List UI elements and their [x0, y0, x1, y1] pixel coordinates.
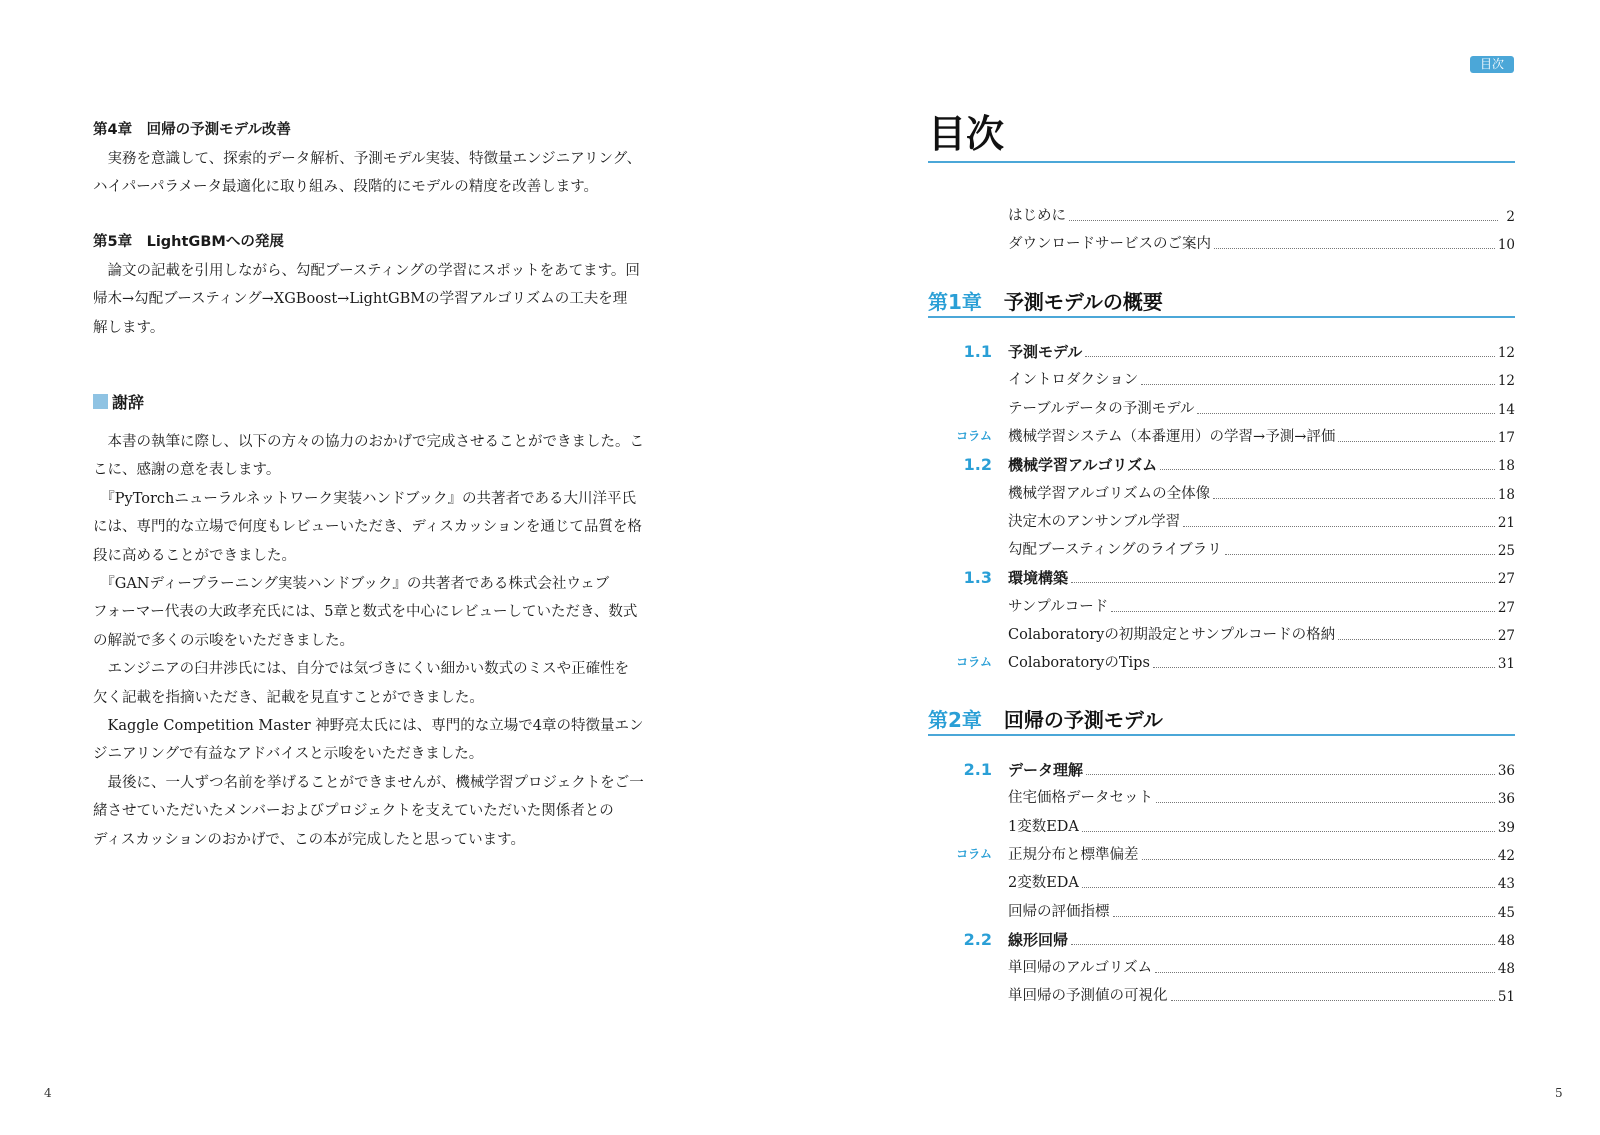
page-number-left: 4 [44, 1086, 52, 1100]
toc-page-number: 18 [1497, 486, 1515, 503]
toc-entry-label: 機械学習アルゴリズムの全体像 [1008, 485, 1211, 502]
toc-page-number: 42 [1497, 847, 1515, 864]
toc-section-entry[interactable] [928, 340, 1515, 362]
toc-entry-label: 環境構築 [1008, 569, 1069, 588]
toc-entry-content [1008, 206, 1515, 226]
toc-entry-label: 決定木のアンサンブル学習 [1008, 513, 1181, 530]
chapter5-title: 第5章 LightGBMへの発展 [93, 234, 284, 250]
toc-page-number: 31 [1497, 656, 1515, 673]
dot-leader [1160, 469, 1495, 470]
ack-line: Kaggle Competition Master 神野亮太氏には、専門的な立場で4章の特徴量エン [107, 718, 644, 735]
toc-entry-label: 機械学習システム（本番運用）の学習→予測→評価 [1008, 428, 1336, 445]
dot-leader [1086, 774, 1495, 775]
dot-leader [1082, 831, 1495, 832]
chapter4-line: 実務を意識して、探索的データ解析、予測モデル実装、特徴量エンジニアリング、 [107, 151, 642, 167]
toc-chapter-number: 第1章 [928, 290, 982, 314]
dot-leader [1338, 441, 1494, 442]
toc-section-number: 2.2 [963, 929, 992, 949]
toc-entry[interactable] [928, 595, 1515, 617]
toc-entry[interactable] [928, 482, 1515, 504]
toc-entry[interactable] [928, 786, 1515, 808]
chapter-rule [928, 734, 1515, 736]
toc-entry[interactable] [928, 232, 1515, 254]
toc-entry[interactable] [928, 956, 1515, 978]
toc-entry-content [1008, 568, 1515, 588]
toc-entry-content [1008, 653, 1515, 673]
acknowledgments-heading: 謝辞 [93, 390, 144, 413]
toc-chapter-title: 回帰の予測モデル [1003, 708, 1163, 732]
toc-entry-content [1008, 817, 1515, 837]
toc-entry-label: 予測モデル [1008, 343, 1083, 361]
dot-leader [1085, 356, 1495, 357]
toc-entry-label: 勾配ブースティングのライブラリ [1008, 542, 1222, 559]
toc-page-number: 36 [1497, 763, 1515, 779]
toc-entry-label: 正規分布と標準偏差 [1008, 846, 1139, 863]
toc-column-entry[interactable] [928, 425, 1515, 447]
toc-entry-content [1008, 930, 1515, 950]
ack-line: ディスカッションのおかげで、この本が完成したと思っています。 [93, 831, 525, 848]
ack-line: 最後に、一人ずつ名前を挙げることができませんが、機械学習プロジェクトをご一 [107, 774, 644, 791]
toc-entry-content [1008, 427, 1515, 447]
toc-section-number: 2.1 [963, 760, 992, 779]
dot-leader [1113, 916, 1495, 917]
ack-line: 段に高めることができました。 [93, 547, 296, 564]
toc-entry-content [1008, 597, 1515, 617]
toc-entry-content [1008, 512, 1515, 532]
toc-page-number: 14 [1497, 401, 1515, 418]
ack-line: の解説で多くの示唆をいただきました。 [93, 632, 354, 649]
ack-line: エンジニアの臼井渉氏には、自分では気づきにくい細かい数式のミスや正確性を [107, 661, 630, 678]
toc-page-number: 12 [1497, 373, 1515, 390]
toc-chapter-number: 第2章 [928, 708, 982, 732]
toc-entry-content [1008, 455, 1515, 475]
toc-entry-content [1008, 342, 1515, 362]
toc-page-number: 10 [1497, 237, 1515, 254]
toc-entry-label: テーブルデータの予測モデル [1008, 400, 1195, 417]
toc-entry-label: 住宅価格データセット [1008, 790, 1153, 807]
toc-entry-content [1008, 958, 1515, 978]
toc-tab-badge: 目次 [1470, 56, 1514, 73]
toc-entry-content [1008, 873, 1515, 893]
toc-column-entry[interactable] [928, 651, 1515, 673]
dot-leader [1183, 526, 1495, 527]
chapter4-summary [93, 118, 683, 202]
toc-entry-label: 機械学習アルゴリズム [1008, 456, 1158, 475]
toc-entry[interactable] [928, 815, 1515, 837]
toc-chapter-heading[interactable] [928, 704, 1515, 733]
toc-section-entry[interactable] [928, 928, 1515, 950]
toc-column-tag: コラム [956, 655, 992, 670]
chapter5-line: 論文の記載を引用しながら、勾配ブースティングの学習にスポットをあてます。回 [107, 263, 640, 279]
toc-column-tag: コラム [956, 428, 992, 443]
toc-entry-content [1008, 845, 1515, 865]
toc-entry-label: 単回帰の予測値の可視化 [1008, 988, 1168, 1005]
toc-page-number: 39 [1497, 819, 1515, 836]
toc-entry-content [1008, 902, 1515, 922]
title-rule [928, 161, 1515, 163]
toc-entry-label: ダウンロードサービスのご案内 [1008, 236, 1211, 253]
toc-section-entry[interactable] [928, 566, 1515, 588]
toc-page-number: 27 [1497, 628, 1515, 644]
toc-entry-label: ColaboratoryのTips [1008, 655, 1150, 672]
acknowledgments-body [93, 428, 683, 854]
ack-line: 本書の執筆に際し、以下の方々の協力のおかげで完成させることができました。こ [107, 434, 644, 450]
toc-page-number: 45 [1497, 904, 1515, 921]
toc-page-number: 25 [1497, 543, 1515, 560]
dot-leader [1155, 972, 1495, 973]
toc-entry-label: イントロダクション [1008, 372, 1139, 389]
toc-entry-label: サンプルコード [1008, 598, 1109, 615]
toc-entry[interactable] [928, 984, 1515, 1006]
toc-page-number: 51 [1497, 989, 1515, 1006]
toc-section-number: 1.3 [963, 568, 992, 588]
toc-entry-content [1008, 370, 1515, 390]
toc-entry-label: 回帰の評価指標 [1008, 903, 1110, 920]
toc-entry-label: Colaboratoryの初期設定とサンプルコードの格納 [1008, 627, 1336, 643]
toc-entry-label: データ理解 [1008, 761, 1084, 779]
toc-entry-content [1008, 625, 1515, 645]
toc-section-number: 1.2 [963, 455, 992, 475]
toc-entry[interactable] [928, 204, 1515, 226]
toc-section-entry[interactable] [928, 453, 1515, 475]
toc-entry[interactable] [928, 538, 1515, 560]
dot-leader [1156, 802, 1495, 803]
dot-leader [1197, 413, 1494, 414]
chapter4-line: ハイパーパラメータ最適化に取り組み、段階的にモデルの精度を改善します。 [93, 179, 599, 196]
chapter5-line: 帰木→勾配ブースティング→XGBoost→LightGBMの学習アルゴリズムの工夫を理 [93, 291, 628, 308]
toc-entry[interactable] [928, 623, 1515, 645]
dot-leader [1214, 248, 1495, 249]
dot-leader [1153, 667, 1495, 668]
toc-entry[interactable] [928, 871, 1515, 893]
toc-entry-label: はじめに [1008, 208, 1066, 224]
toc-entry-label: 線形回帰 [1008, 930, 1069, 949]
right-page [800, 0, 1600, 1135]
dot-leader [1213, 498, 1495, 499]
toc-entry-content [1008, 986, 1515, 1006]
dot-leader [1071, 582, 1495, 583]
toc-page-number: 12 [1497, 345, 1515, 361]
toc-section-entry[interactable] [928, 758, 1515, 780]
ack-line: フォーマー代表の大政孝充氏には、5章と数式を中心にレビューしていただき、数式 [93, 604, 638, 621]
page-title: 目次 [928, 111, 1005, 156]
toc-entry-content [1008, 234, 1515, 254]
toc-column-tag: コラム [956, 846, 992, 861]
toc-entry-content [1008, 760, 1515, 780]
dot-leader [1141, 384, 1495, 385]
toc-chapter-heading[interactable] [928, 286, 1515, 315]
chapter-rule [928, 316, 1515, 318]
toc-page-number: 21 [1497, 514, 1515, 531]
dot-leader [1071, 944, 1495, 945]
dot-leader [1171, 1000, 1495, 1001]
toc-page-number: 27 [1497, 599, 1515, 616]
toc-entry[interactable] [928, 397, 1515, 419]
toc-page-number: 48 [1497, 932, 1515, 949]
toc-page-number: 36 [1497, 791, 1515, 808]
chapter5-summary [93, 230, 683, 342]
ack-line: こに、感謝の意を表します。 [93, 462, 281, 479]
toc-entry-label: 単回帰のアルゴリズム [1008, 960, 1153, 977]
toc-page-number: 43 [1497, 876, 1515, 893]
toc-page-number: 17 [1497, 429, 1515, 446]
ack-line: ジニアリングで有益なアドバイスと示唆をいただきました。 [93, 746, 484, 763]
dot-leader [1225, 554, 1495, 555]
dot-leader [1082, 887, 1495, 888]
toc-chapter-title: 予測モデルの概要 [1003, 290, 1163, 314]
toc-entry-content [1008, 484, 1515, 504]
toc-entry[interactable] [928, 900, 1515, 922]
dot-leader [1111, 611, 1495, 612]
toc-entry[interactable] [928, 510, 1515, 532]
toc-entry[interactable] [928, 368, 1515, 390]
ack-line: 緒させていただいたメンバーおよびプロジェクトを支えていただいた関係者との [93, 803, 614, 820]
ack-line: 『PyTorchニューラルネットワーク実装ハンドブック』の共著者である大川洋平氏 [100, 490, 637, 507]
chapter5-line: 解します。 [93, 319, 165, 336]
toc-entry-content [1008, 399, 1515, 419]
heading-square-icon [93, 394, 108, 409]
toc-page-number: 48 [1497, 961, 1515, 978]
toc-entry-content [1008, 540, 1515, 560]
toc-entry-label: 1変数EDA [1008, 818, 1079, 835]
dot-leader [1142, 859, 1495, 860]
page-number-right: 5 [1555, 1086, 1563, 1100]
toc-page-number: 2 [1506, 209, 1515, 225]
ack-line: には、専門的な立場で何度もレビューいただき、ディスカッションを通じて品質を格 [93, 519, 642, 536]
toc-entry-label: 2変数EDA [1008, 875, 1079, 892]
chapter4-title: 第4章 回帰の予測モデル改善 [93, 122, 291, 138]
toc-section-number: 1.1 [963, 342, 992, 361]
dot-leader [1069, 220, 1498, 221]
ack-line: 『GANディープラーニング実装ハンドブック』の共著者である株式会社ウェブ [100, 576, 610, 593]
toc-entry-content [1008, 788, 1515, 808]
ack-line: 欠く記載を指摘いただき、記載を見直すことができました。 [93, 689, 484, 706]
toc-page-number: 18 [1497, 458, 1515, 475]
dot-leader [1338, 639, 1495, 640]
toc-column-entry[interactable] [928, 843, 1515, 865]
toc-page-number: 27 [1497, 571, 1515, 588]
